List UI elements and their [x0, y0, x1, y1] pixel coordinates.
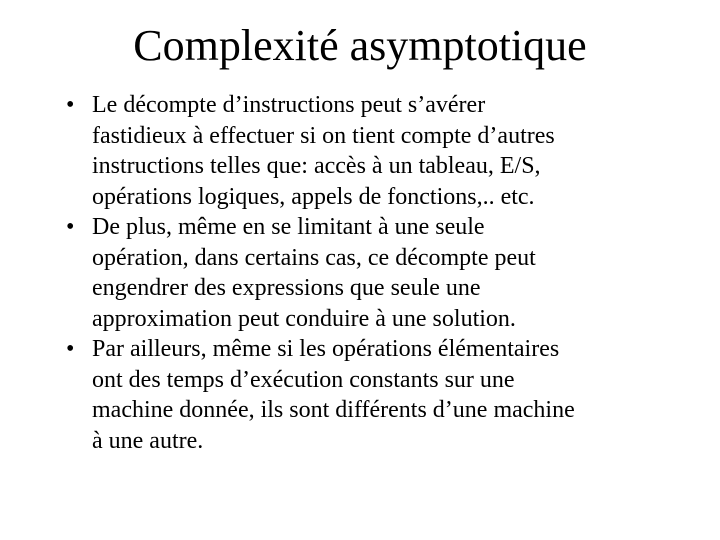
slide-title: Complexité asymptotique	[133, 21, 587, 70]
bullet-1-line-2: fastidieux à effectuer si on tient compte d’autres	[92, 122, 555, 149]
bullet-3-line-1: Par ailleurs, même si les opérations élémentaires	[92, 336, 560, 362]
bullet-list	[60, 90, 680, 456]
bullet-item-1	[60, 90, 680, 212]
bullet-2-line-3: engendrer des expressions que seule une	[92, 275, 481, 301]
bullet-3-line-4: à une autre.	[92, 427, 204, 454]
bullet-icon: •	[66, 336, 75, 362]
bullet-1-line-1: Le décompte d’instructions peut s’avérer	[92, 92, 486, 118]
bullet-item-3	[60, 334, 680, 456]
bullet-3-line-2: ont des temps d’exécution constants sur une	[92, 366, 515, 393]
bullet-icon: •	[66, 92, 75, 118]
bullet-item-2	[60, 212, 680, 334]
bullet-1-line-3: instructions telles que: accès à un tableau, E/S,	[92, 153, 541, 179]
bullet-1-line-4: opérations logiques, appels de fonctions,.. etc.	[92, 183, 535, 210]
bullet-2-line-2: opération, dans certains cas, ce décompte peut	[92, 244, 536, 271]
bullet-icon: •	[66, 214, 75, 240]
bullet-3-line-3: machine donnée, ils sont différents d’une machine	[92, 397, 575, 423]
bullet-2-line-4: approximation peut conduire à une solution.	[92, 305, 516, 332]
bullet-2-line-1: De plus, même en se limitant à une seule	[92, 214, 485, 240]
